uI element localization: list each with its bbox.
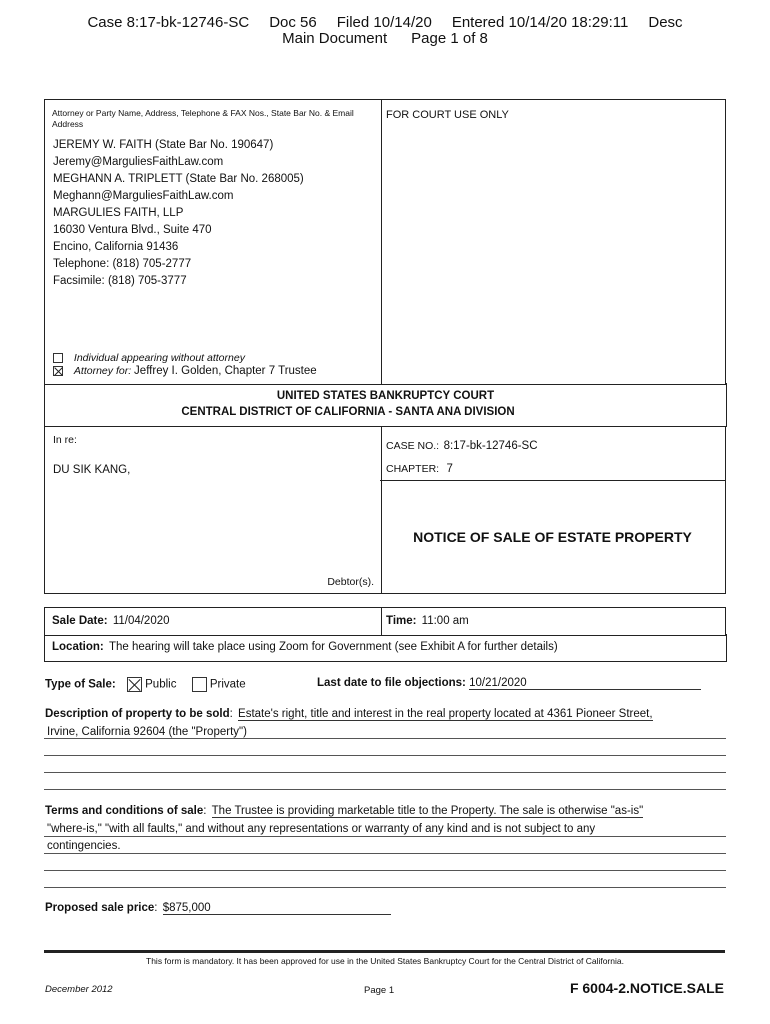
attorney-line: Jeremy@MarguliesFaithLaw.com: [53, 156, 224, 168]
attorney-box-label: Attorney or Party Name, Address, Telephone & FAX Nos., State Bar No. & Email Address: [52, 108, 354, 129]
case-divider: [380, 480, 725, 481]
footer-rule: [44, 950, 725, 953]
attorney-box: [44, 99, 382, 385]
underline-rule: [44, 789, 726, 790]
sale-time-label: Time:: [386, 615, 417, 627]
location-label: Location:: [52, 641, 104, 653]
case-no-row: [386, 436, 538, 454]
without-attorney-row: [53, 352, 245, 364]
attorney-for-label: Attorney for:: [73, 365, 132, 377]
filed-date: Filed 10/14/20: [336, 14, 432, 31]
terms-line1: The Trustee is providing marketable title to the Property. The sale is otherwise "as-is": [211, 805, 644, 817]
terms-label: Terms and conditions of sale: [45, 805, 204, 817]
sale-date-label: Sale Date:: [52, 615, 108, 627]
debtor-name: DU SIK KANG,: [53, 464, 131, 476]
terms-row: Terms and conditions of sale: The Trustee is providing marketable title to the Property. The sale is otherwise "as-is": [45, 805, 644, 817]
attorney-line: 16030 Ventura Blvd., Suite 470: [53, 224, 212, 236]
court-use-box: [380, 99, 726, 385]
underline-rule: [44, 836, 726, 837]
chapter-value: 7: [446, 463, 453, 475]
underline-rule: [44, 738, 726, 739]
terms-line3: contingencies.: [47, 840, 121, 852]
case-header-line1: [0, 15, 770, 31]
price-label: Proposed sale price: [45, 902, 155, 914]
location-box: [44, 634, 727, 662]
page-of-label: Page 1 of 8: [411, 30, 488, 47]
price-row: Proposed sale price: $875,000: [45, 902, 391, 915]
chapter-label: CHAPTER:: [386, 463, 440, 475]
attorney-for-checkbox[interactable]: [53, 366, 63, 376]
description-row: Description of property to be sold: Estate's right, title and interest in the real property located at 4361 Pioneer Street,: [45, 708, 653, 720]
public-label: Public: [145, 678, 177, 691]
without-attorney-checkbox[interactable]: [53, 353, 63, 363]
public-checkbox[interactable]: [127, 677, 142, 692]
location-row: [52, 641, 558, 653]
type-of-sale-row: [45, 677, 246, 692]
desc-label: Desc: [648, 14, 683, 31]
sale-time-box: [380, 607, 726, 636]
in-re-box: [44, 426, 382, 594]
sale-time-value: 11:00 am: [421, 615, 469, 627]
location-value: The hearing will take place using Zoom for Government (see Exhibit A for further details): [108, 641, 558, 653]
attorney-line: Facsimile: (818) 705-3777: [53, 275, 187, 287]
debtor-label: Debtor(s).: [327, 576, 374, 588]
attorney-line: MARGULIES FAITH, LLP: [53, 207, 184, 219]
court-name-box: [44, 383, 727, 427]
underline-rule: [44, 853, 726, 854]
case-header-line2: [0, 31, 770, 47]
attorney-line: JEREMY W. FAITH (State Bar No. 190647): [53, 139, 274, 151]
court-use-label: FOR COURT USE ONLY: [386, 109, 509, 121]
attorney-info: [53, 137, 373, 290]
description-line1: Estate's right, title and interest in the real property located at 4361 Pioneer Street,: [238, 708, 653, 720]
price-value: $875,000: [163, 902, 391, 915]
underline-rule: [44, 772, 726, 773]
attorney-line: Meghann@MarguliesFaithLaw.com: [53, 190, 234, 202]
attorney-line: MEGHANN A. TRIPLETT (State Bar No. 268005): [53, 173, 304, 185]
attorney-for-row: [53, 365, 317, 377]
private-checkbox[interactable]: [192, 677, 207, 692]
mandatory-note: This form is mandatory. It has been approved for use in the United States Bankruptcy Court for the Central District of California.: [146, 956, 624, 966]
underline-rule: [44, 870, 726, 871]
underline-rule: [44, 755, 726, 756]
sale-date-box: [44, 607, 382, 636]
description-label: Description of property to be sold: [45, 708, 230, 720]
entered-date: Entered 10/14/20 18:29:11: [451, 14, 629, 31]
type-of-sale-label: Type of Sale:: [45, 678, 116, 691]
description-line2: Irvine, California 92604 (the "Property"): [47, 726, 247, 738]
objection-date: 10/21/2020: [469, 677, 701, 690]
court-line1: UNITED STATES BANKRUPTCY COURT: [276, 390, 495, 402]
in-re-label: In re:: [53, 434, 77, 446]
private-label: Private: [209, 678, 246, 691]
sale-date-value: 11/04/2020: [112, 615, 170, 627]
court-line2: CENTRAL DISTRICT OF CALIFORNIA - SANTA ANA DIVISION: [181, 406, 515, 418]
case-info-box: [380, 426, 726, 594]
sale-date-row: [52, 615, 170, 627]
form-date: December 2012: [45, 984, 113, 995]
attorney-for-value: Jeffrey I. Golden, Chapter 7 Trustee: [134, 365, 317, 377]
page-number: Page 1: [364, 985, 395, 996]
without-attorney-label: Individual appearing without attorney: [73, 352, 245, 364]
objection-label: Last date to file objections:: [317, 677, 466, 689]
chapter-row: [386, 459, 453, 477]
sale-time-row: [386, 615, 469, 627]
doc-number: Doc 56: [269, 14, 317, 31]
objection-row: [317, 677, 701, 690]
main-document-label: Main Document: [282, 30, 388, 47]
case-no-value: 8:17-bk-12746-SC: [443, 440, 538, 452]
case-number: Case 8:17-bk-12746-SC: [87, 14, 250, 31]
terms-line2: "where-is," "with all faults," and without any representations or warranty of any kind and is not subject to any: [47, 823, 596, 835]
underline-rule: [44, 887, 726, 888]
form-number: F 6004-2.NOTICE.SALE: [569, 980, 724, 996]
attorney-line: Encino, California 91436: [53, 241, 179, 253]
case-no-label: CASE NO.:: [386, 440, 440, 452]
attorney-line: Telephone: (818) 705-2777: [53, 258, 192, 270]
notice-title: NOTICE OF SALE OF ESTATE PROPERTY: [413, 529, 692, 545]
